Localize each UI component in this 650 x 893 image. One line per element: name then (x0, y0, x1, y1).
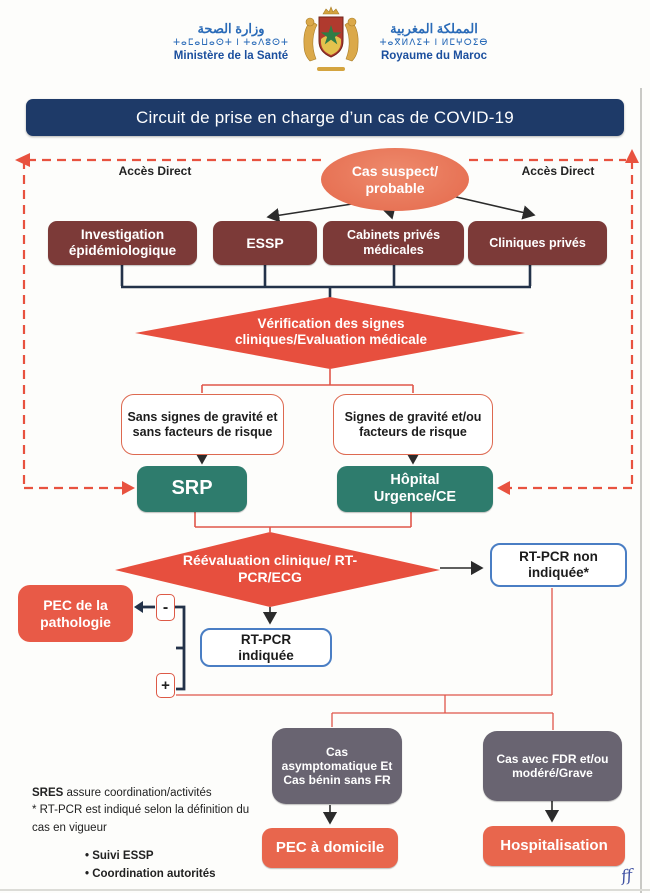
page-title: Circuit de prise en charge d’un cas de COVID-19 (26, 99, 624, 136)
notes (32, 785, 252, 837)
case-fdr-box: Cas avec FDR et/ou modéré/Grave (483, 731, 622, 801)
kingdom-name-french: Royaume du Maroc (380, 49, 488, 62)
hospitalisation-box: Hospitalisation (483, 826, 625, 866)
hospital-urgence-box: Hôpital Urgence/CE (337, 466, 493, 512)
scan-edge-right (640, 88, 642, 893)
ministry-name-french: Ministère de la Santé (173, 49, 289, 62)
entry-box-cliniques: Cliniques privés (468, 221, 607, 265)
bullet-coordination: • Coordination autorités (85, 867, 216, 880)
kingdom-name-tifinagh: ⵜⴰⴳⵍⴷⵉⵜ ⵏ ⵍⵎⵖⵔⵉⴱ (379, 37, 489, 48)
plus-badge: + (156, 673, 175, 698)
access-direct-right-label: Accès Direct (521, 164, 595, 178)
case-asymptomatique-box: Cas asymptomatique Et Cas bénin sans FR (272, 728, 402, 804)
scan-edge-bottom (0, 889, 650, 891)
bullet-suivi-essp: • Suivi ESSP (85, 850, 154, 862)
decision-verification-label: Vérification des signes cliniques/Evaluation médicale (234, 316, 428, 348)
entry-box-investigation: Investigation épidémiologique (48, 221, 197, 265)
start-ellipse: Cas suspect/ probable (321, 148, 469, 211)
access-direct-left-label: Accès Direct (118, 164, 192, 178)
pec-pathologie-box: PEC de la pathologie (18, 585, 133, 642)
entry-box-essp: ESSP (213, 221, 317, 265)
ministry-name-arabic: وزارة الصحة (197, 21, 265, 36)
branch-severity-box: Signes de gravité et/ou facteurs de risque (333, 394, 493, 455)
entry-box-cabinets: Cabinets privés médicales (323, 221, 464, 265)
rt-pcr-indiquee-box: RT-PCR indiquée (200, 628, 332, 667)
note-sres-label: SRES (32, 787, 64, 799)
minus-badge: - (156, 594, 175, 621)
decision-reevaluation-label: Réévaluation clinique/ RT-PCR/ECG (182, 552, 358, 585)
note-sres-text: assure coordination/activités (63, 787, 212, 799)
srp-box: SRP (137, 466, 247, 512)
pec-domicile-box: PEC à domicile (262, 828, 398, 868)
ministry-name-tifinagh: ⵜⴰⵎⴰⵡⴰⵙⵜ ⵏ ⵜⴰⴷⵓⵙⵜ (173, 37, 289, 48)
note-rtpcr: * RT-PCR est indiqué selon la définition du cas en vigueur (32, 804, 250, 834)
rt-pcr-non-indiquee-box: RT-PCR non indiquée* (490, 543, 627, 587)
notes-bullets (85, 848, 216, 884)
branch-no-severity-box: Sans signes de gravité et sans facteurs de risque (121, 394, 284, 455)
handwritten-mark: ff (619, 865, 634, 886)
kingdom-name-arabic: المملكة المغربية (390, 21, 478, 36)
